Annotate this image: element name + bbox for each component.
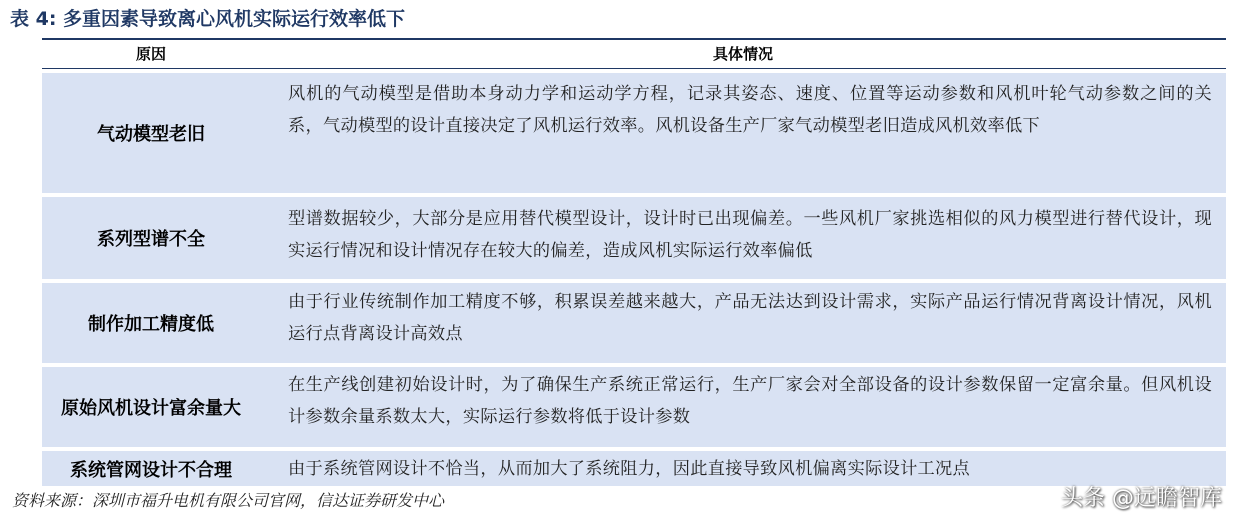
reason-cell: 制作加工精度低: [88, 314, 214, 335]
table-row: [42, 451, 1226, 486]
detail-cell: 由于行业传统制作加工精度不够，积累误差越来越大，产品无法达到设计需求，实际产品运行情况背离设计情况，风机运行点背离设计高效点: [288, 292, 1212, 344]
reason-cell: 气动模型老旧: [97, 124, 205, 145]
detail-cell: 风机的气动模型是借助本身动力学和运动学方程，记录其姿态、速度、位置等运动参数和风机叶轮气动参数之间的关系，气动模型的设计直接决定了风机运行效率。风机设备生产厂家气动模型老旧造成风机效率低下: [288, 84, 1212, 136]
watermark: 头条 @远瞻智库: [1061, 486, 1222, 511]
detail-cell: 由于系统管网设计不恰当，从而加大了系统阻力，因此直接导致风机偏离实际设计工况点: [288, 459, 971, 479]
table-title: 表 4: 多重因素导致离心风机实际运行效率低下: [10, 8, 406, 30]
table-row: [42, 197, 1226, 279]
table-row: [42, 73, 1226, 193]
column-header-detail: 具体情况: [712, 45, 773, 63]
detail-cell: 在生产线创建初始设计时，为了确保生产系统正常运行，生产厂家会对全部设备的设计参数保留一定富余量。但风机设计参数余量系数太大，实际运行参数将低于设计参数: [288, 375, 1212, 427]
reason-cell: 原始风机设计富余量大: [61, 398, 241, 419]
header-bottom-rule: [42, 68, 1226, 69]
reason-cell: 系统管网设计不合理: [70, 459, 232, 481]
reason-cell: 系列型谱不全: [97, 229, 205, 250]
column-header-reason: 原因: [135, 45, 166, 63]
detail-cell: 型谱数据较少，大部分是应用替代模型设计，设计时已出现偏差。一些风机厂家挑选相似的风力模型进行替代设计，现实运行情况和设计情况存在较大的偏差，造成风机实际运行效率偏低: [288, 209, 1212, 261]
source-note: 资料来源：深圳市福升电机有限公司官网，信达证券研发中心: [12, 491, 445, 510]
table-row: [42, 367, 1226, 447]
table-row: [42, 283, 1226, 363]
